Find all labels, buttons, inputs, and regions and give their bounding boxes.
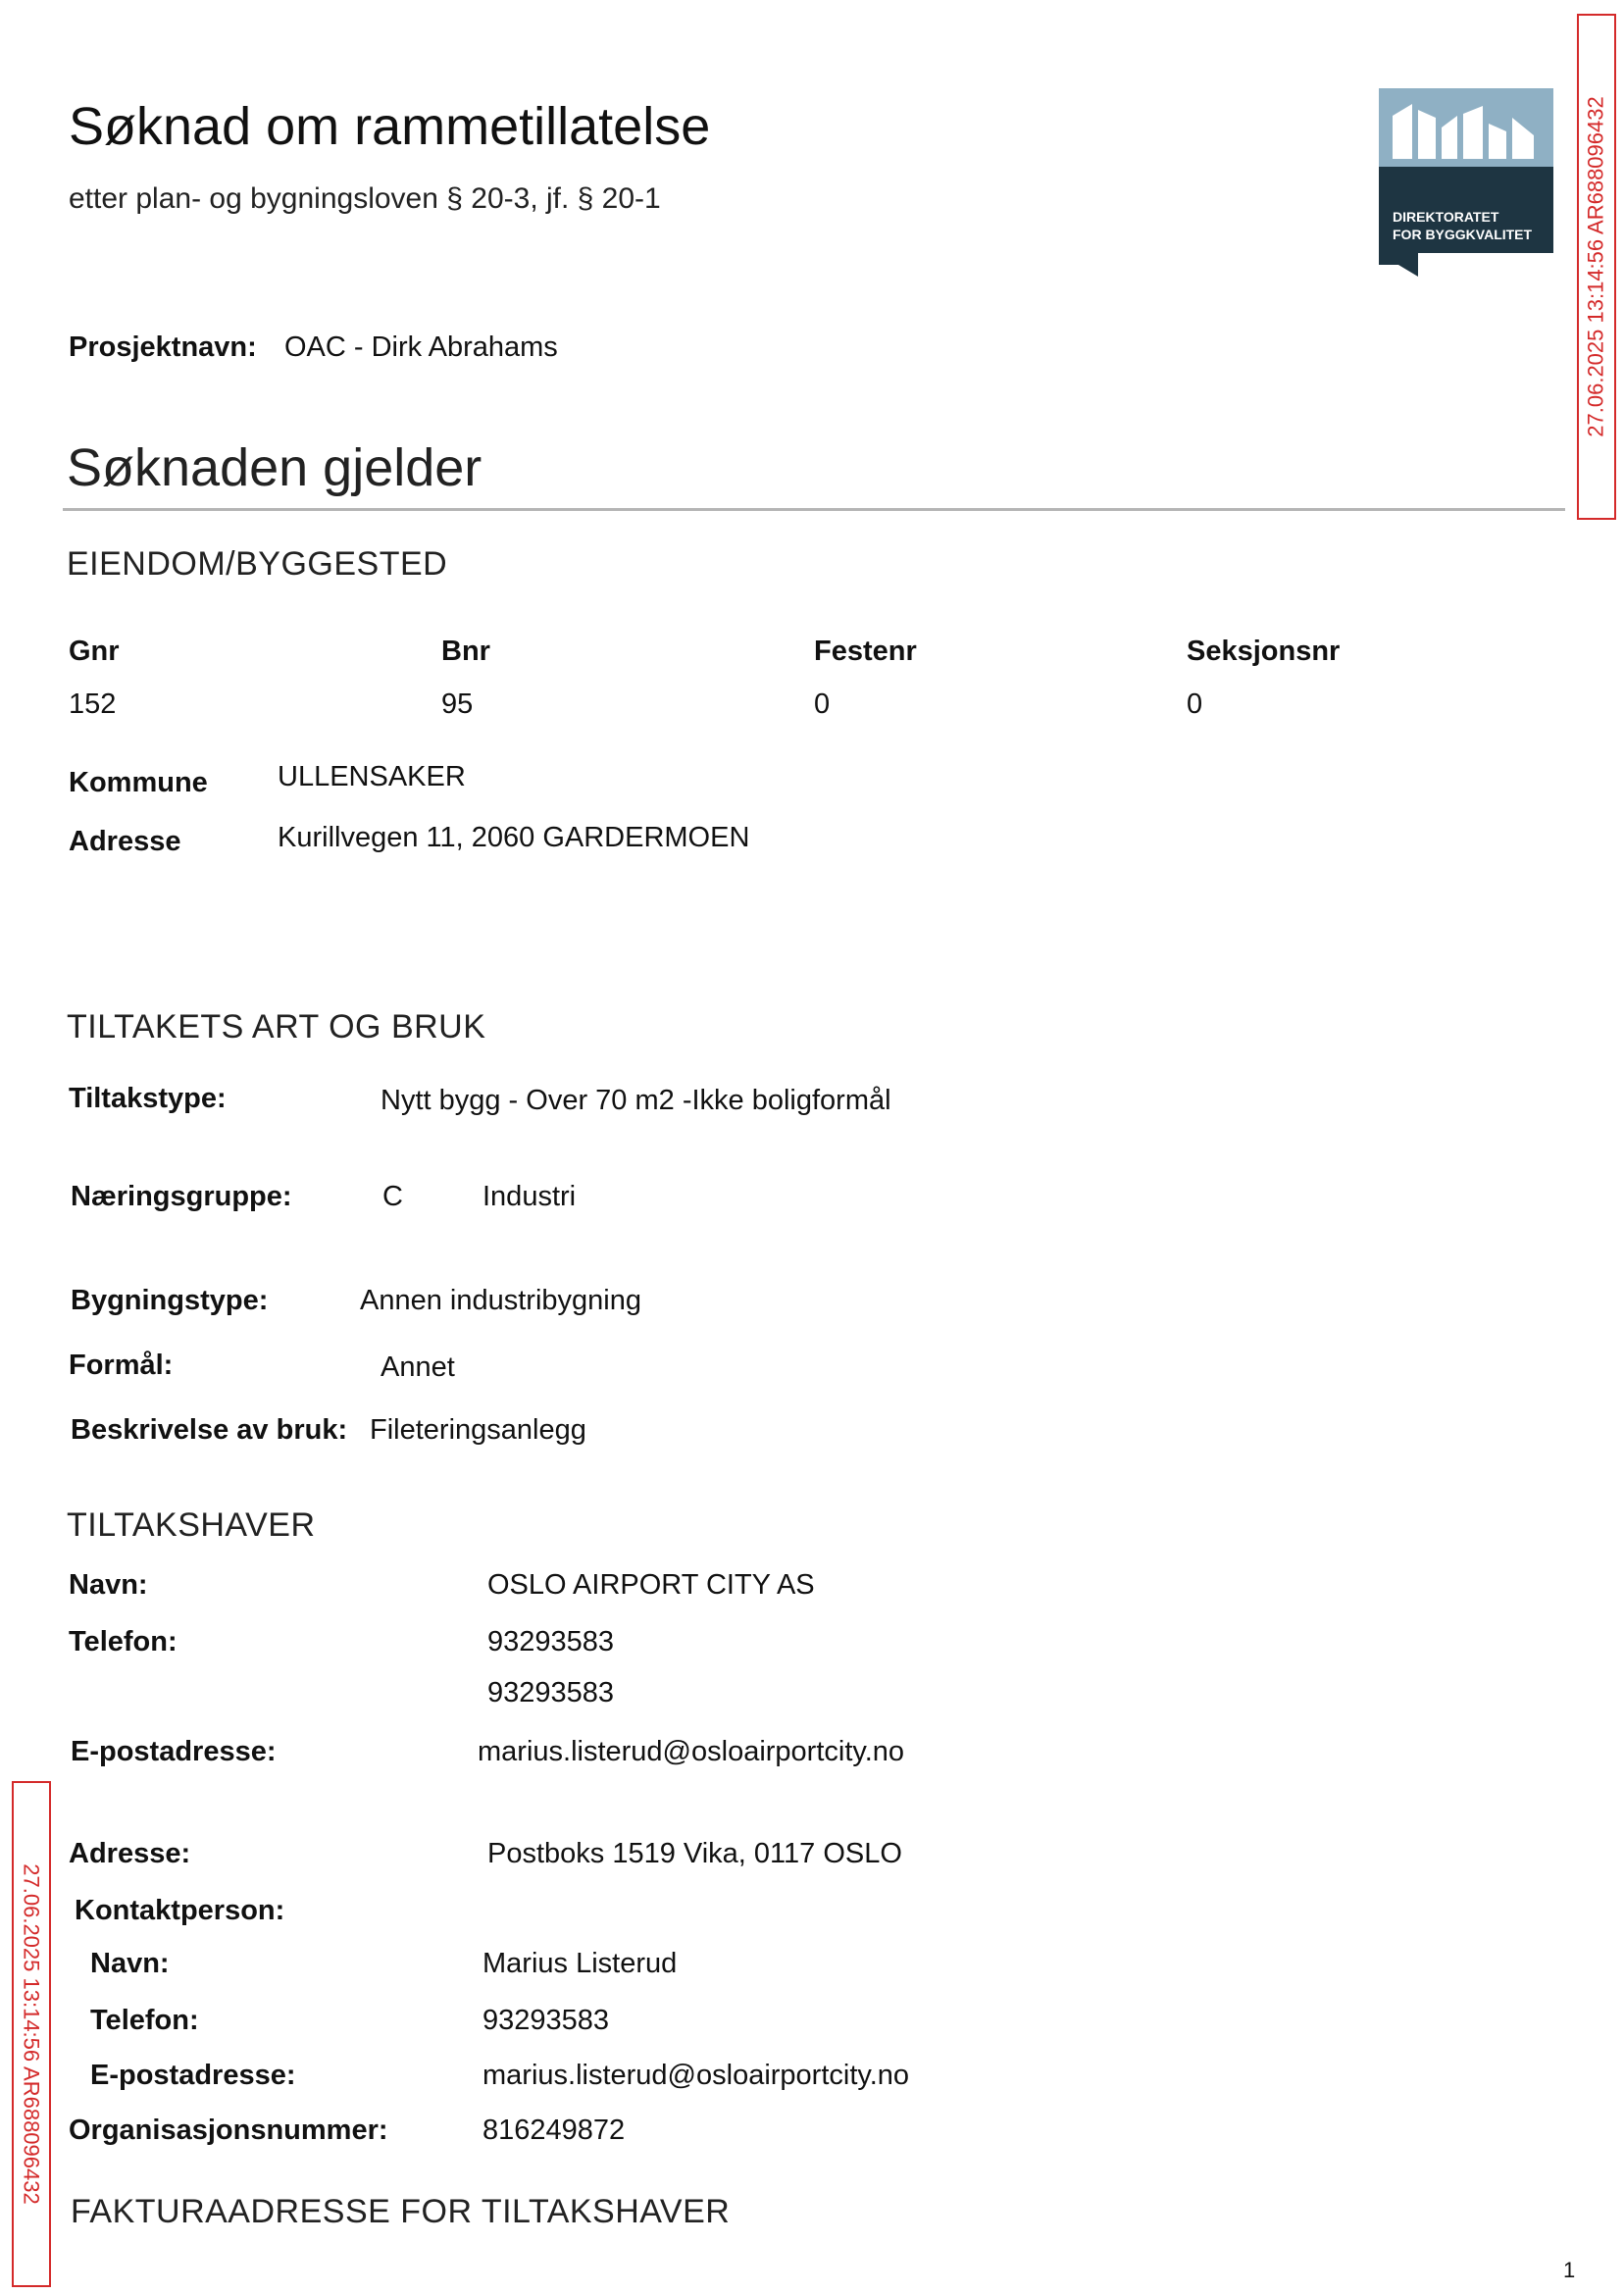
- adresse-label: Adresse: [69, 826, 181, 857]
- tiltakshaver-epost-value: marius.listerud@osloairportcity.no: [478, 1736, 905, 1767]
- tiltakstype-value: Nytt bygg - Over 70 m2 -Ikke boligformål: [381, 1085, 891, 1116]
- gnr-value: 152: [69, 688, 117, 720]
- naeringsgruppe-label: Næringsgruppe:: [71, 1181, 292, 1212]
- festenr-header: Festenr: [814, 636, 917, 667]
- tiltakshaver-adresse-label: Adresse:: [69, 1838, 191, 1869]
- page-subtitle: etter plan- og bygningsloven § 20-3, jf. § 20-1: [69, 182, 661, 215]
- svg-text:DIREKTORATET: DIREKTORATET: [1393, 209, 1499, 225]
- formal-value: Annet: [381, 1351, 455, 1383]
- tiltakshaver-telefon-label: Telefon:: [69, 1626, 178, 1657]
- organisasjonsnummer-label: Organisasjonsnummer:: [69, 2115, 388, 2146]
- page-title: Søknad om rammetillatelse: [69, 97, 711, 156]
- eiendom-heading: EIENDOM/BYGGESTED: [67, 545, 448, 583]
- dibk-logo-icon: [1379, 88, 1553, 277]
- bruk-label: Beskrivelse av bruk:: [71, 1414, 348, 1446]
- tiltakshaver-telefon-value-2: 93293583: [487, 1677, 615, 1708]
- naeringsgruppe-value: Industri: [482, 1181, 577, 1212]
- tiltakshaver-navn-value: OSLO AIRPORT CITY AS: [487, 1569, 815, 1601]
- kontaktperson-label: Kontaktperson:: [75, 1895, 285, 1926]
- adresse-value: Kurillvegen 11, 2060 GARDERMOEN: [278, 822, 750, 853]
- festenr-value: 0: [814, 688, 831, 720]
- dibk-logo: [1379, 88, 1553, 277]
- project-value: OAC - Dirk Abrahams: [284, 331, 558, 363]
- kontakt-epost-label: E-postadresse:: [90, 2060, 296, 2091]
- kontakt-navn-label: Navn:: [90, 1948, 170, 1979]
- naeringsgruppe-code: C: [382, 1181, 403, 1212]
- tiltakshaver-epost-label: E-postadresse:: [71, 1736, 277, 1767]
- bruk-value: Fileteringsanlegg: [370, 1414, 586, 1446]
- gnr-header: Gnr: [69, 636, 120, 667]
- timestamp-stamp-bottom: 27.06.2025 13:14:56 AR688096432: [12, 1781, 51, 2287]
- kommune-label: Kommune: [69, 767, 208, 798]
- seksjonsnr-value: 0: [1187, 688, 1203, 720]
- bygningstype-value: Annen industribygning: [360, 1285, 641, 1316]
- section-title: Søknaden gjelder: [67, 438, 482, 497]
- project-label: Prosjektnavn:: [69, 331, 257, 363]
- tiltakshaver-heading: TILTAKSHAVER: [67, 1506, 316, 1544]
- bnr-value: 95: [441, 688, 474, 720]
- page-number: 1: [1563, 2258, 1576, 2282]
- kommune-value: ULLENSAKER: [278, 761, 466, 792]
- bygningstype-label: Bygningstype:: [71, 1285, 269, 1316]
- tiltak-heading: TILTAKETS ART OG BRUK: [67, 1008, 486, 1045]
- formal-label: Formål:: [69, 1350, 174, 1381]
- kontakt-telefon-value: 93293583: [482, 2005, 610, 2036]
- faktura-heading: FAKTURAADRESSE FOR TILTAKSHAVER: [71, 2193, 731, 2230]
- tiltakshaver-adresse-value: Postboks 1519 Vika, 0117 OSLO: [487, 1838, 902, 1869]
- seksjonsnr-header: Seksjonsnr: [1187, 636, 1341, 667]
- tiltakshaver-telefon-value: 93293583: [487, 1626, 615, 1657]
- tiltakstype-label: Tiltakstype:: [69, 1083, 227, 1114]
- tiltakshaver-navn-label: Navn:: [69, 1569, 148, 1601]
- kontakt-navn-value: Marius Listerud: [482, 1948, 678, 1979]
- svg-text:FOR BYGGKVALITET: FOR BYGGKVALITET: [1393, 227, 1533, 242]
- kontakt-epost-value: marius.listerud@osloairportcity.no: [482, 2060, 910, 2091]
- timestamp-stamp-top: 27.06.2025 13:14:56 AR688096432: [1577, 14, 1616, 520]
- bnr-header: Bnr: [441, 636, 490, 667]
- section-divider: [63, 508, 1565, 511]
- kontakt-telefon-label: Telefon:: [90, 2005, 199, 2036]
- organisasjonsnummer-value: 816249872: [482, 2115, 626, 2146]
